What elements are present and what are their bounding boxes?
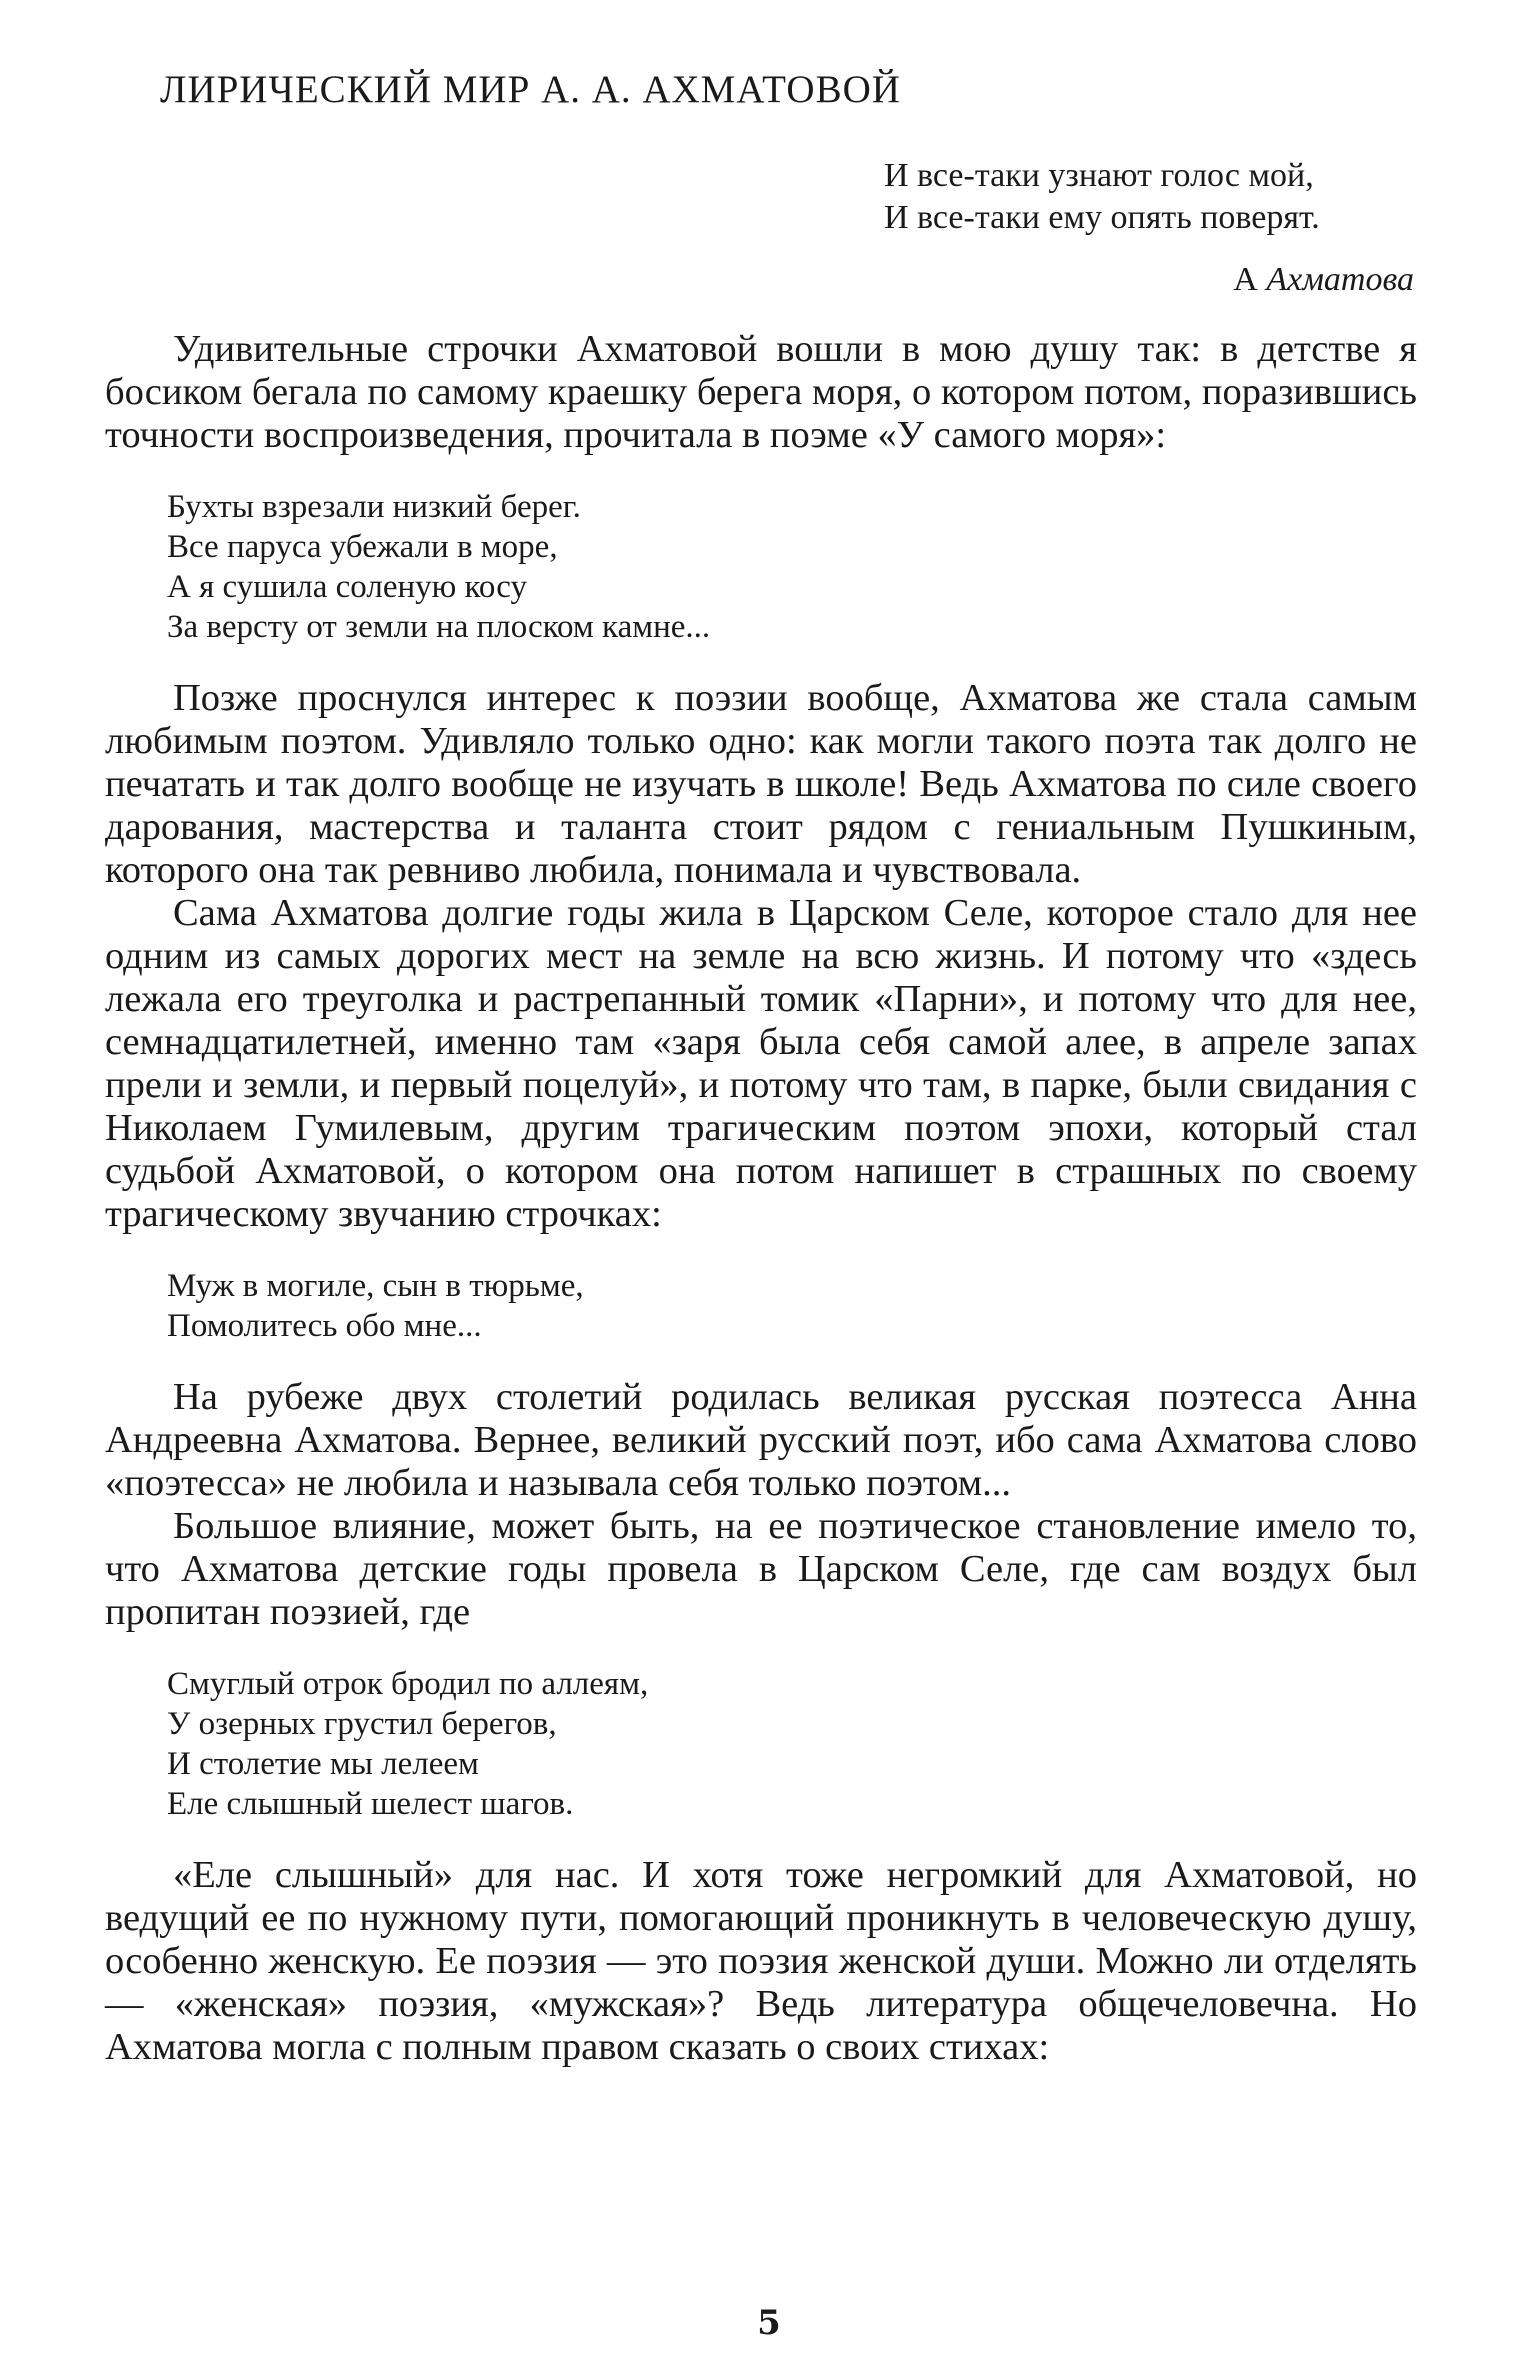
verse-line: Смуглый отрок бродил по аллеям, — [167, 1666, 649, 1702]
epigraph-author-initial: А — [1233, 261, 1267, 298]
paragraph-4: На рубеже двух столетий родилась великая русская поэтесса Анна Андреевна Ахматова. Вернее, великий русский поэт, ибо сама Ахматова слово «поэтесса» не любила и называла себя только поэтом... — [105, 1376, 1417, 1504]
verse-line: Бухты взрезали низкий берег. — [167, 489, 581, 525]
epigraph-line-1: И все-таки узнают голос мой, — [884, 157, 1314, 194]
paragraph-1: Удивительные строчки Ахматовой вошли в мою душу так: в детстве я босиком бегала по самому краешку берега моря, о котором потом, поразившись точности воспроизведения, прочитала в поэме «У самого моря»: — [105, 328, 1417, 456]
verse-line: Все паруса убежали в море, — [167, 529, 558, 565]
chapter-title: ЛИРИЧЕСКИЙ МИР А. А. АХМАТОВОЙ — [160, 68, 901, 111]
paragraph-3: Сама Ахматова долгие годы жила в Царском Селе, которое стало для нее одним из самых дорогих мест на земле на всю жизнь. И потому что «здесь лежала его треуголка и растрепанный томик «Парни», и потому что для нее, семнадцатилетней, именно там «заря была себя самой алее, в апреле запах прели и земли, и первый поцелуй», и потому что там, в парке, были свидания с Николаем Гумилевым, другим трагическим поэтом эпохи, который стал судьбой Ахматовой, о котором она потом напишет в страшных по своему трагическому звучанию строчках: — [105, 892, 1417, 1235]
verse-quote-3 — [167, 1664, 1417, 1824]
paragraph-2: Позже проснулся интерес к поэзии вообще, Ахматова же стала самым любимым поэтом. Удивляло только одно: как могли такого поэта так долго не печатать и так долго вообще не изучать в школе! Ведь Ахматова по силе своего дарования, мастерства и таланта стоит рядом с гениальным Пушкиным, которого она так ревниво любила, понимала и чувствовала. — [105, 677, 1417, 891]
paragraph-6: «Еле слышный» для нас. И хотя тоже негромкий для Ахматовой, но ведущий ее по нужному пути, помогающий проникнуть в человеческую душу, особенно женскую. Ее поэзия — это поэзия женской души. Можно ли отделять — «женская» поэзия, «мужская»? Ведь литература общечеловечна. Но Ахматова могла с полным правом сказать о своих стихах: — [105, 1854, 1417, 2068]
verse-line: За версту от земли на плоском камне... — [167, 609, 711, 645]
verse-quote-1 — [167, 487, 1417, 647]
verse-line: А я сушила соленую косу — [167, 569, 527, 605]
verse-line: Муж в могиле, сын в тюрьме, — [167, 1268, 584, 1304]
verse-line: У озерных грустил берегов, — [167, 1706, 557, 1742]
paragraph-5: Большое влияние, может быть, на ее поэтическое становление имело то, что Ахматова детские годы провела в Царском Селе, где сам воздух был пропитан поэзией, где — [105, 1505, 1417, 1633]
verse-line: Помолитесь обо мне... — [167, 1308, 482, 1344]
epigraph — [884, 155, 1414, 301]
verse-line: И столетие мы лелеем — [167, 1746, 479, 1782]
epigraph-author — [884, 259, 1414, 301]
verse-line: Еле слышный шелест шагов. — [167, 1786, 574, 1822]
epigraph-line-2: И все-таки ему опять поверят. — [884, 199, 1320, 236]
main-text — [105, 328, 1417, 2069]
page-number: 5 — [757, 2303, 781, 2343]
epigraph-author-name: Ахматова — [1266, 261, 1414, 298]
verse-quote-2 — [167, 1266, 1417, 1346]
